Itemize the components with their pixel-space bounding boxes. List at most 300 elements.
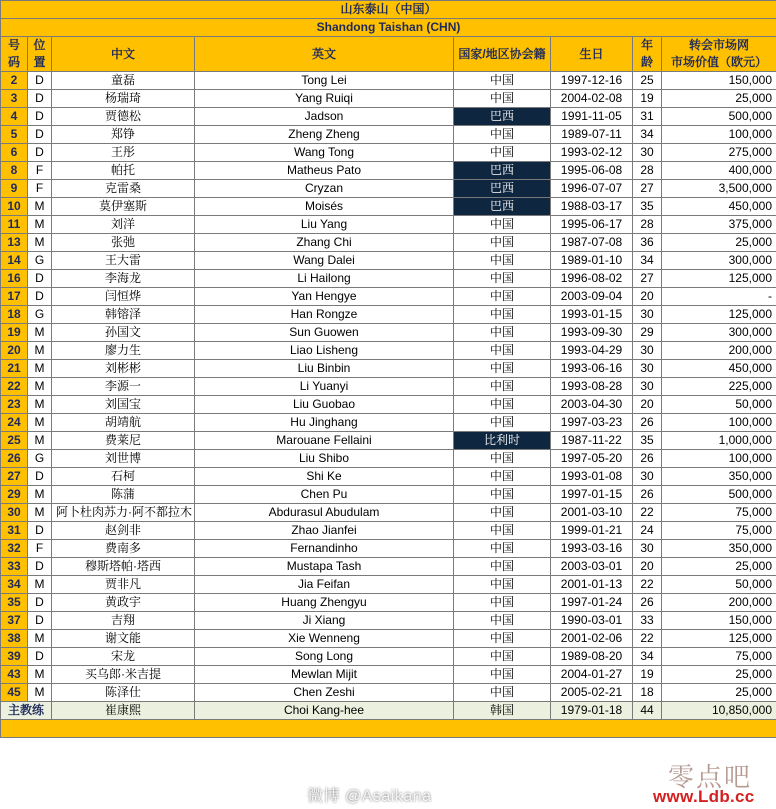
cell-cn: 杨瑞琦 xyxy=(52,90,195,108)
cell-dob: 1993-03-16 xyxy=(551,540,633,558)
cell-en: Abdurasul Abudulam xyxy=(195,504,454,522)
table-row xyxy=(1,630,776,648)
table-row xyxy=(1,468,776,486)
cell-en: Zhao Jianfei xyxy=(195,522,454,540)
cell-dob: 2004-02-08 xyxy=(551,90,633,108)
table-row xyxy=(1,72,776,90)
cell-dob: 1993-06-16 xyxy=(551,360,633,378)
cell-val: 100,000 xyxy=(662,414,776,432)
table-row xyxy=(1,414,776,432)
cell-val: 450,000 xyxy=(662,360,776,378)
cell-val: 450,000 xyxy=(662,198,776,216)
cell-nat: 中国 xyxy=(454,684,551,702)
table-row xyxy=(1,450,776,468)
cell-age: 36 xyxy=(633,234,662,252)
cell-cn: 赵剑非 xyxy=(52,522,195,540)
cell-cn: 黄政宇 xyxy=(52,594,195,612)
cell-cn: 谢文能 xyxy=(52,630,195,648)
roster-body xyxy=(1,1,776,738)
coach-dob: 1979-01-18 xyxy=(551,702,633,720)
title-row-cn xyxy=(1,1,776,19)
table-row xyxy=(1,216,776,234)
cell-num: 19 xyxy=(1,324,28,342)
cell-en: Shi Ke xyxy=(195,468,454,486)
cell-dob: 1993-01-15 xyxy=(551,306,633,324)
cell-cn: 买乌郎·米吉提 xyxy=(52,666,195,684)
cell-en: Liu Shibo xyxy=(195,450,454,468)
cell-nat: 巴西 xyxy=(454,180,551,198)
cell-age: 18 xyxy=(633,684,662,702)
cell-cn: 韩镕泽 xyxy=(52,306,195,324)
cell-dob: 1999-01-21 xyxy=(551,522,633,540)
cell-num: 27 xyxy=(1,468,28,486)
cell-cn: 王大雷 xyxy=(52,252,195,270)
table-row xyxy=(1,270,776,288)
cell-num: 22 xyxy=(1,378,28,396)
cell-age: 27 xyxy=(633,270,662,288)
cell-val: 100,000 xyxy=(662,450,776,468)
cell-num: 13 xyxy=(1,234,28,252)
cell-num: 25 xyxy=(1,432,28,450)
cell-val: 350,000 xyxy=(662,540,776,558)
cell-val: 375,000 xyxy=(662,216,776,234)
table-row xyxy=(1,540,776,558)
weibo-watermark: 微博 @Asaikana xyxy=(307,788,432,805)
cell-pos: M xyxy=(28,504,52,522)
cell-val: 1,000,000 xyxy=(662,432,776,450)
header-nat: 国家/地区协会籍 xyxy=(454,37,551,72)
cell-pos: D xyxy=(28,594,52,612)
cell-num: 38 xyxy=(1,630,28,648)
cell-nat: 中国 xyxy=(454,72,551,90)
cell-num: 32 xyxy=(1,540,28,558)
cell-age: 33 xyxy=(633,612,662,630)
cell-age: 20 xyxy=(633,288,662,306)
cell-age: 22 xyxy=(633,576,662,594)
cell-pos: M xyxy=(28,378,52,396)
cell-val: 3,500,000 xyxy=(662,180,776,198)
cell-pos: F xyxy=(28,180,52,198)
cell-dob: 1987-07-08 xyxy=(551,234,633,252)
cell-nat: 中国 xyxy=(454,414,551,432)
team-title-cn: 山东泰山（中国） xyxy=(1,1,776,19)
cell-pos: D xyxy=(28,72,52,90)
cell-dob: 1993-09-30 xyxy=(551,324,633,342)
cell-en: Jadson xyxy=(195,108,454,126)
header-row xyxy=(1,37,776,72)
cell-val: 25,000 xyxy=(662,558,776,576)
coach-cn: 崔康熙 xyxy=(52,702,195,720)
coach-label: 主教练 xyxy=(1,702,52,720)
cell-cn: 孙国文 xyxy=(52,324,195,342)
cell-val: 50,000 xyxy=(662,396,776,414)
cell-cn: 陈泽仕 xyxy=(52,684,195,702)
cell-dob: 2004-01-27 xyxy=(551,666,633,684)
cell-en: Yang Ruiqi xyxy=(195,90,454,108)
cell-age: 24 xyxy=(633,522,662,540)
cell-cn: 王彤 xyxy=(52,144,195,162)
cell-val: - xyxy=(662,288,776,306)
cell-nat: 中国 xyxy=(454,306,551,324)
cell-num: 8 xyxy=(1,162,28,180)
cell-pos: G xyxy=(28,306,52,324)
cell-val: 150,000 xyxy=(662,72,776,90)
header-num: 号码 xyxy=(1,37,28,72)
title-row-en xyxy=(1,19,776,37)
cell-pos: D xyxy=(28,558,52,576)
table-row xyxy=(1,108,776,126)
cell-en: Wang Tong xyxy=(195,144,454,162)
cell-pos: D xyxy=(28,108,52,126)
cell-nat: 中国 xyxy=(454,558,551,576)
cell-dob: 2003-04-30 xyxy=(551,396,633,414)
cell-nat: 巴西 xyxy=(454,198,551,216)
cell-cn: 宋龙 xyxy=(52,648,195,666)
cell-age: 28 xyxy=(633,162,662,180)
cell-nat: 中国 xyxy=(454,576,551,594)
cell-val: 125,000 xyxy=(662,270,776,288)
cell-nat: 中国 xyxy=(454,396,551,414)
cell-dob: 1989-08-20 xyxy=(551,648,633,666)
cell-age: 22 xyxy=(633,630,662,648)
cell-pos: M xyxy=(28,684,52,702)
cell-pos: D xyxy=(28,270,52,288)
table-row xyxy=(1,342,776,360)
cell-cn: 郑铮 xyxy=(52,126,195,144)
cell-val: 125,000 xyxy=(662,306,776,324)
table-row xyxy=(1,594,776,612)
cell-nat: 中国 xyxy=(454,378,551,396)
cell-val: 100,000 xyxy=(662,126,776,144)
cell-num: 23 xyxy=(1,396,28,414)
cell-dob: 1991-11-05 xyxy=(551,108,633,126)
cell-cn: 童磊 xyxy=(52,72,195,90)
header-dob: 生日 xyxy=(551,37,633,72)
cell-cn: 石柯 xyxy=(52,468,195,486)
team-title-en: Shandong Taishan (CHN) xyxy=(1,19,776,37)
cell-num: 26 xyxy=(1,450,28,468)
cell-dob: 2003-09-04 xyxy=(551,288,633,306)
table-row xyxy=(1,144,776,162)
cell-age: 34 xyxy=(633,252,662,270)
cell-pos: M xyxy=(28,360,52,378)
cell-val: 125,000 xyxy=(662,630,776,648)
cell-val: 300,000 xyxy=(662,252,776,270)
cell-num: 11 xyxy=(1,216,28,234)
cell-nat: 中国 xyxy=(454,522,551,540)
coach-row xyxy=(1,702,776,720)
cell-nat: 中国 xyxy=(454,468,551,486)
cell-dob: 2001-01-13 xyxy=(551,576,633,594)
cell-cn: 李源一 xyxy=(52,378,195,396)
cell-cn: 刘彬彬 xyxy=(52,360,195,378)
coach-age: 44 xyxy=(633,702,662,720)
cell-dob: 1996-08-02 xyxy=(551,270,633,288)
cell-en: Marouane Fellaini xyxy=(195,432,454,450)
cell-pos: M xyxy=(28,216,52,234)
cell-age: 26 xyxy=(633,414,662,432)
cell-age: 26 xyxy=(633,594,662,612)
header-val-line2: 市场价值（欧元） xyxy=(671,55,768,69)
cell-en: Zhang Chi xyxy=(195,234,454,252)
cell-pos: D xyxy=(28,522,52,540)
cell-nat: 中国 xyxy=(454,234,551,252)
coach-val: 10,850,000 xyxy=(662,702,776,720)
site-watermark-cn: 零点吧 xyxy=(668,763,753,793)
cell-nat: 中国 xyxy=(454,90,551,108)
cell-dob: 2005-02-21 xyxy=(551,684,633,702)
header-age: 年龄 xyxy=(633,37,662,72)
table-row xyxy=(1,234,776,252)
cell-nat: 中国 xyxy=(454,486,551,504)
cell-en: Cryzan xyxy=(195,180,454,198)
cell-val: 350,000 xyxy=(662,468,776,486)
cell-num: 29 xyxy=(1,486,28,504)
cell-val: 50,000 xyxy=(662,576,776,594)
cell-num: 5 xyxy=(1,126,28,144)
cell-num: 18 xyxy=(1,306,28,324)
cell-num: 20 xyxy=(1,342,28,360)
cell-age: 30 xyxy=(633,378,662,396)
cell-en: Mustapa Tash xyxy=(195,558,454,576)
cell-age: 27 xyxy=(633,180,662,198)
cell-en: Chen Pu xyxy=(195,486,454,504)
cell-en: Song Long xyxy=(195,648,454,666)
cell-val: 25,000 xyxy=(662,666,776,684)
cell-dob: 2003-03-01 xyxy=(551,558,633,576)
cell-age: 19 xyxy=(633,90,662,108)
cell-dob: 1993-02-12 xyxy=(551,144,633,162)
cell-cn: 张弛 xyxy=(52,234,195,252)
table-row xyxy=(1,504,776,522)
cell-dob: 1987-11-22 xyxy=(551,432,633,450)
cell-dob: 1988-03-17 xyxy=(551,198,633,216)
cell-age: 26 xyxy=(633,486,662,504)
cell-pos: F xyxy=(28,540,52,558)
cell-nat: 中国 xyxy=(454,630,551,648)
cell-en: Liao Lisheng xyxy=(195,342,454,360)
cell-cn: 刘洋 xyxy=(52,216,195,234)
cell-nat: 中国 xyxy=(454,360,551,378)
cell-dob: 1990-03-01 xyxy=(551,612,633,630)
cell-num: 17 xyxy=(1,288,28,306)
cell-cn: 吉翔 xyxy=(52,612,195,630)
cell-num: 9 xyxy=(1,180,28,198)
table-row xyxy=(1,288,776,306)
cell-pos: D xyxy=(28,90,52,108)
footer-bar xyxy=(1,720,776,738)
table-row xyxy=(1,126,776,144)
table-row xyxy=(1,90,776,108)
cell-num: 16 xyxy=(1,270,28,288)
cell-en: Han Rongze xyxy=(195,306,454,324)
cell-pos: M xyxy=(28,486,52,504)
cell-age: 26 xyxy=(633,450,662,468)
table-row xyxy=(1,666,776,684)
cell-pos: M xyxy=(28,432,52,450)
cell-val: 25,000 xyxy=(662,90,776,108)
table-row xyxy=(1,360,776,378)
cell-en: Fernandinho xyxy=(195,540,454,558)
cell-val: 75,000 xyxy=(662,648,776,666)
cell-cn: 费南多 xyxy=(52,540,195,558)
cell-pos: M xyxy=(28,630,52,648)
coach-nat: 韩国 xyxy=(454,702,551,720)
cell-pos: M xyxy=(28,234,52,252)
cell-val: 25,000 xyxy=(662,234,776,252)
cell-nat: 中国 xyxy=(454,288,551,306)
cell-val: 300,000 xyxy=(662,324,776,342)
cell-num: 14 xyxy=(1,252,28,270)
cell-cn: 费莱尼 xyxy=(52,432,195,450)
cell-pos: D xyxy=(28,144,52,162)
cell-pos: M xyxy=(28,414,52,432)
cell-dob: 1997-05-20 xyxy=(551,450,633,468)
header-val xyxy=(662,37,776,72)
header-pos: 位置 xyxy=(28,37,52,72)
cell-num: 21 xyxy=(1,360,28,378)
footer-row xyxy=(1,720,776,738)
table-row xyxy=(1,198,776,216)
cell-nat: 中国 xyxy=(454,144,551,162)
cell-cn: 闫恒烨 xyxy=(52,288,195,306)
cell-cn: 阿卜杜肉苏力·阿不都拉木 xyxy=(52,504,195,522)
cell-en: Liu Yang xyxy=(195,216,454,234)
cell-age: 30 xyxy=(633,360,662,378)
cell-nat: 中国 xyxy=(454,252,551,270)
cell-en: Xie Wenneng xyxy=(195,630,454,648)
cell-cn: 莫伊塞斯 xyxy=(52,198,195,216)
cell-en: Li Hailong xyxy=(195,270,454,288)
cell-val: 25,000 xyxy=(662,684,776,702)
cell-cn: 贾非凡 xyxy=(52,576,195,594)
cell-cn: 刘国宝 xyxy=(52,396,195,414)
cell-val: 200,000 xyxy=(662,342,776,360)
cell-age: 34 xyxy=(633,126,662,144)
cell-num: 31 xyxy=(1,522,28,540)
table-row xyxy=(1,252,776,270)
cell-en: Mewlan Mijit xyxy=(195,666,454,684)
cell-pos: M xyxy=(28,198,52,216)
cell-val: 500,000 xyxy=(662,108,776,126)
header-en: 英文 xyxy=(195,37,454,72)
cell-num: 4 xyxy=(1,108,28,126)
cell-age: 30 xyxy=(633,306,662,324)
cell-cn: 胡靖航 xyxy=(52,414,195,432)
cell-en: Ji Xiang xyxy=(195,612,454,630)
cell-val: 200,000 xyxy=(662,594,776,612)
cell-dob: 1997-01-24 xyxy=(551,594,633,612)
cell-nat: 中国 xyxy=(454,540,551,558)
cell-num: 33 xyxy=(1,558,28,576)
cell-val: 225,000 xyxy=(662,378,776,396)
cell-en: Liu Guobao xyxy=(195,396,454,414)
cell-en: Li Yuanyi xyxy=(195,378,454,396)
cell-pos: D xyxy=(28,648,52,666)
cell-cn: 陈蒲 xyxy=(52,486,195,504)
table-row xyxy=(1,522,776,540)
cell-dob: 1993-01-08 xyxy=(551,468,633,486)
cell-age: 29 xyxy=(633,324,662,342)
cell-en: Wang Dalei xyxy=(195,252,454,270)
cell-cn: 帕托 xyxy=(52,162,195,180)
cell-en: Huang Zhengyu xyxy=(195,594,454,612)
cell-val: 75,000 xyxy=(662,504,776,522)
cell-num: 10 xyxy=(1,198,28,216)
table-row xyxy=(1,306,776,324)
cell-nat: 中国 xyxy=(454,324,551,342)
table-row xyxy=(1,324,776,342)
cell-val: 150,000 xyxy=(662,612,776,630)
cell-age: 34 xyxy=(633,648,662,666)
table-row xyxy=(1,396,776,414)
cell-en: Zheng Zheng xyxy=(195,126,454,144)
cell-dob: 1995-06-17 xyxy=(551,216,633,234)
cell-pos: D xyxy=(28,468,52,486)
cell-en: Matheus Pato xyxy=(195,162,454,180)
cell-age: 30 xyxy=(633,468,662,486)
cell-dob: 2001-03-10 xyxy=(551,504,633,522)
cell-pos: M xyxy=(28,324,52,342)
cell-age: 20 xyxy=(633,396,662,414)
cell-pos: F xyxy=(28,162,52,180)
cell-nat: 中国 xyxy=(454,594,551,612)
cell-age: 35 xyxy=(633,198,662,216)
cell-cn: 刘世博 xyxy=(52,450,195,468)
cell-en: Liu Binbin xyxy=(195,360,454,378)
cell-age: 22 xyxy=(633,504,662,522)
cell-dob: 1997-01-15 xyxy=(551,486,633,504)
cell-en: Moisés xyxy=(195,198,454,216)
cell-cn: 李海龙 xyxy=(52,270,195,288)
cell-pos: D xyxy=(28,288,52,306)
cell-num: 37 xyxy=(1,612,28,630)
cell-nat: 巴西 xyxy=(454,162,551,180)
cell-pos: G xyxy=(28,252,52,270)
cell-age: 25 xyxy=(633,72,662,90)
cell-num: 6 xyxy=(1,144,28,162)
table-row xyxy=(1,378,776,396)
cell-num: 45 xyxy=(1,684,28,702)
cell-age: 19 xyxy=(633,666,662,684)
cell-age: 20 xyxy=(633,558,662,576)
cell-num: 3 xyxy=(1,90,28,108)
cell-en: Chen Zeshi xyxy=(195,684,454,702)
cell-pos: M xyxy=(28,396,52,414)
cell-num: 24 xyxy=(1,414,28,432)
cell-nat: 中国 xyxy=(454,270,551,288)
table-row xyxy=(1,612,776,630)
cell-cn: 克雷桑 xyxy=(52,180,195,198)
cell-dob: 1989-07-11 xyxy=(551,126,633,144)
table-row xyxy=(1,432,776,450)
cell-en: Sun Guowen xyxy=(195,324,454,342)
cell-nat: 中国 xyxy=(454,612,551,630)
cell-dob: 2001-02-06 xyxy=(551,630,633,648)
cell-dob: 1989-01-10 xyxy=(551,252,633,270)
table-row xyxy=(1,576,776,594)
cell-nat: 巴西 xyxy=(454,108,551,126)
cell-dob: 1993-04-29 xyxy=(551,342,633,360)
cell-num: 43 xyxy=(1,666,28,684)
header-val-line1: 转会市场网 xyxy=(689,38,750,52)
cell-num: 34 xyxy=(1,576,28,594)
cell-en: Tong Lei xyxy=(195,72,454,90)
cell-nat: 中国 xyxy=(454,342,551,360)
cell-age: 30 xyxy=(633,342,662,360)
cell-pos: G xyxy=(28,450,52,468)
cell-en: Yan Hengye xyxy=(195,288,454,306)
